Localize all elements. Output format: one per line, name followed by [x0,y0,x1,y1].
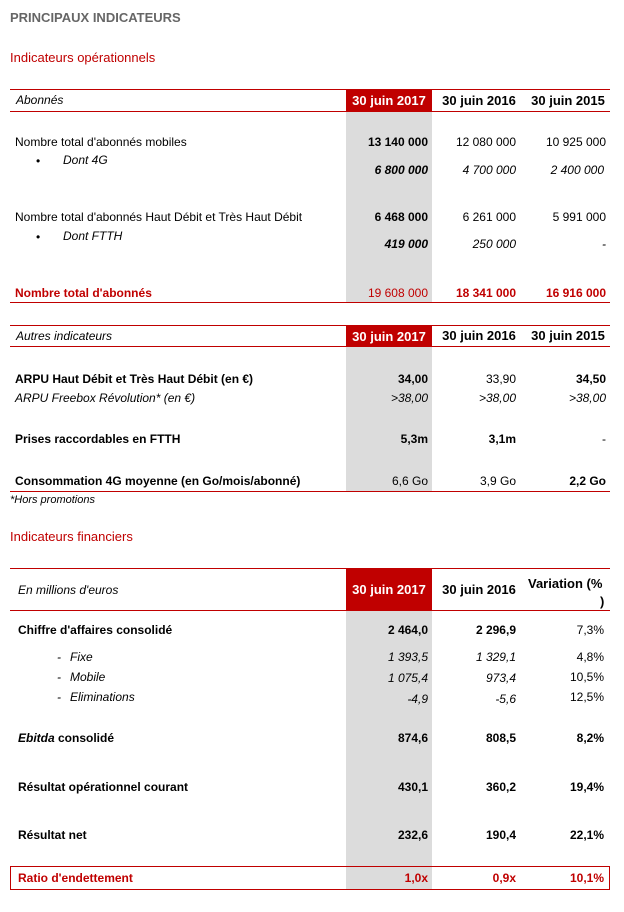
highlight-column-2017 [346,346,432,491]
cell-variation: 22,1% [569,828,604,842]
cell-2017: 6 468 000 [374,210,428,224]
column-header-2015: 30 juin 2015 [531,328,605,343]
cell-2016: 2 296,9 [475,623,516,637]
table-label: En millions d'euros [18,583,119,597]
row-label [18,731,114,745]
row-label: ARPU Freebox Révolution* (en €) [15,391,196,405]
table-label: Abonnés [16,93,64,107]
cell-2015: - [602,432,606,446]
cell-variation: 10,1% [569,871,604,885]
cell-2016: 973,4 [485,671,516,685]
bullet: • [36,154,41,168]
cell-2017: 6 800 000 [374,163,428,177]
footnote: *Hors promotions [10,494,95,506]
table-row-border [10,866,610,867]
cell-2015: 34,50 [575,372,606,386]
cell-variation: 4,8% [576,650,604,664]
cell-variation: 10,5% [569,670,604,684]
cell-2017: 874,6 [397,731,428,745]
cell-2017: 419 000 [384,237,428,251]
cell-2017: 5,3m [400,432,428,446]
cell-2015: 16 916 000 [545,286,606,300]
cell-variation: 19,4% [569,780,604,794]
cell-2015: - [602,237,606,251]
cell-2016: 6 261 000 [462,210,516,224]
cell-2015: 2 400 000 [550,163,604,177]
row-label: Eliminations [70,690,135,704]
cell-2016: 4 700 000 [462,163,516,177]
cell-2016: -5,6 [495,692,516,706]
dash: - [57,670,61,684]
column-header-2015: 30 juin 2015 [531,92,605,108]
cell-2017: -4,9 [407,692,428,706]
column-header-variation-cont: ) [600,594,605,609]
cell-2015: 5 991 000 [552,210,606,224]
table-header-border [10,111,610,112]
row-label-total: Nombre total d'abonnés [15,286,152,300]
cell-variation: 7,3% [576,623,604,637]
cell-2016: >38,00 [478,391,516,405]
section-title-operational: Indicateurs opérationnels [10,50,156,65]
row-label: Dont 4G [63,153,108,167]
dash: - [57,650,61,664]
cell-2015: 10 925 000 [545,135,606,149]
cell-2015: 2,2 Go [569,474,606,488]
cell-2016: 0,9x [492,871,516,885]
page-title: PRINCIPAUX INDICATEURS [10,10,181,25]
ratio-right-border [609,866,610,889]
cell-2017: 1,0x [404,871,428,885]
column-header-2016: 30 juin 2016 [442,328,516,343]
row-label: Ratio d'endettement [18,871,133,885]
cell-2017: 430,1 [397,780,428,794]
cell-2016: 250 000 [472,237,516,251]
cell-variation: 12,5% [569,690,604,704]
row-label: Dont FTTH [63,229,123,243]
cell-2017: >38,00 [390,391,428,405]
row-label-emphasis: Ebitda [18,731,55,745]
cell-2016: 190,4 [485,828,516,842]
row-label-rest: consolidé [54,731,115,745]
table-bottom-border [10,889,610,890]
column-header-2016: 30 juin 2016 [442,581,516,597]
cell-2017: 19 608 000 [367,286,428,300]
column-header-2016: 30 juin 2016 [442,92,516,108]
cell-2016: 18 341 000 [455,286,516,300]
table-bottom-border [10,302,610,303]
column-header-2017: 30 juin 2017 [346,569,432,610]
cell-2017: 2 464,0 [387,623,428,637]
cell-2017: 232,6 [397,828,428,842]
row-label: Chiffre d'affaires consolidé [18,623,173,637]
cell-2017: 34,00 [397,372,428,386]
column-header-2017: 30 juin 2017 [346,90,432,111]
cell-variation: 8,2% [576,731,604,745]
cell-2017: 1 393,5 [387,650,428,664]
table-header-border [10,610,610,611]
cell-2017: 1 075,4 [387,671,428,685]
table-header-border [10,346,610,347]
cell-2016: 360,2 [485,780,516,794]
row-label: Nombre total d'abonnés mobiles [15,135,187,149]
column-header-2017: 30 juin 2017 [346,326,432,346]
dash: - [57,690,61,704]
cell-2016: 33,90 [485,372,516,386]
ratio-left-border [10,866,11,889]
row-label: Consommation 4G moyenne (en Go/mois/abonné) [15,474,301,488]
cell-2017: 13 140 000 [367,135,428,149]
bullet: • [36,230,41,244]
table-label: Autres indicateurs [16,329,113,343]
row-label: ARPU Haut Débit et Très Haut Débit (en €) [15,372,254,386]
cell-2017: 6,6 Go [391,474,428,488]
table-bottom-border [10,491,610,492]
cell-2016: 1 329,1 [475,650,516,664]
cell-2016: 808,5 [485,731,516,745]
row-label: Mobile [70,670,106,684]
cell-2015: >38,00 [568,391,606,405]
row-label: Nombre total d'abonnés Haut Débit et Très Haut Débit [15,210,303,224]
section-title-financial: Indicateurs financiers [10,529,133,544]
row-label: Résultat net [18,828,87,842]
cell-2016: 3,9 Go [479,474,516,488]
row-label: Fixe [70,650,93,664]
cell-2016: 12 080 000 [455,135,516,149]
row-label: Résultat opérationnel courant [18,780,189,794]
cell-2016: 3,1m [488,432,516,446]
column-header-variation: Variation (% [528,576,603,591]
row-label: Prises raccordables en FTTH [15,432,181,446]
